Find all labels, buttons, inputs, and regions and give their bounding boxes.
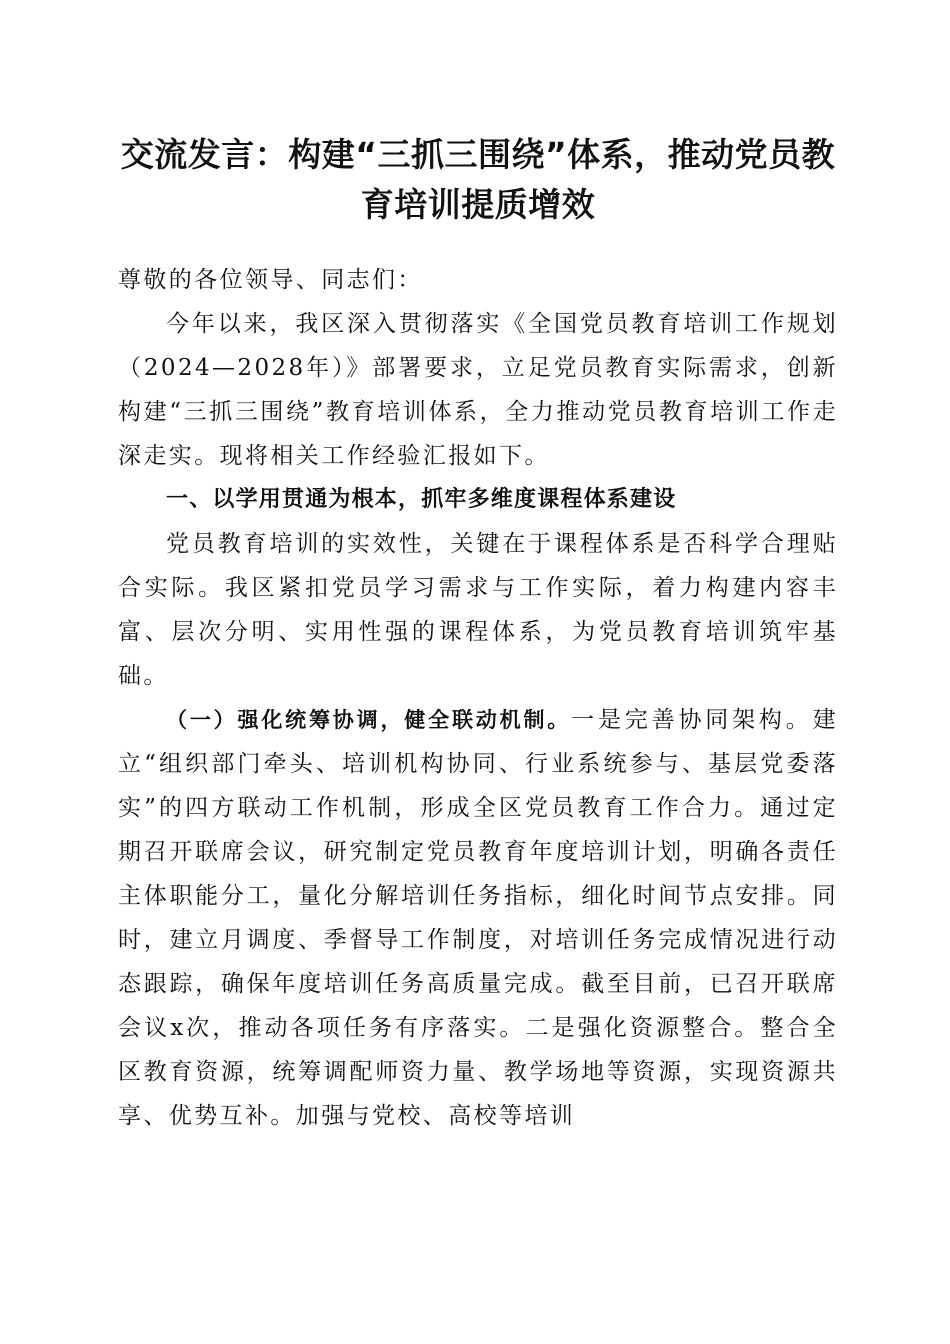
intro-paragraph: 今年以来，我区深入贯彻落实《全国党员教育培训工作规划（2024—2028年）》部署要求，立足党员教育实际需求，创新构建“三抓三围绕”教育培训体系，全力推动党员教育培训工作走深走实。现将相关工作经验汇报如下。	[118, 311, 838, 469]
subsection-text: 一是完善协同架构。建立“组织部门牵头、培训机构协同、行业系统参与、基层党委落实”的四方联动工作机制，形成全区党员教育工作合力。通过定期召开联席会议，研究制定党员教育年度培训计划，明确各责任主体职能分工，量化分解培训任务指标，细化时间节点安排。同时，建立月调度、季督导工作制度，对培训任务完成情况进行动态跟踪，确保年度培训任务高质量完成。截至目前，已召开联席会议x次，推动各项任务有序落实。二是强化资源整合。整合全区教育资源，统筹调配师资力量、教学场地等资源，实现资源共享、优势互补。加强与党校、高校等培训	[118, 707, 838, 1129]
subsection-paragraph	[118, 698, 838, 1138]
subsection-lead: （一）强化统筹协调，健全联动机制。	[166, 708, 572, 732]
section-heading: 一、以学用贯通为根本，抓牢多维度课程体系建设	[166, 487, 677, 512]
section-paragraph: 党员教育培训的实效性，关键在于课程体系是否科学合理贴合实际。我区紧扣党员学习需求与工作实际，着力构建内容丰富、层次分明、实用性强的课程体系，为党员教育培训筑牢基础。	[118, 531, 838, 689]
salutation: 尊敬的各位领导、同志们：	[118, 267, 423, 293]
document-page	[118, 130, 838, 1138]
document-title: 交流发言：构建“三抓三围绕”体系，推动党员教育培训提质增效	[120, 135, 836, 224]
